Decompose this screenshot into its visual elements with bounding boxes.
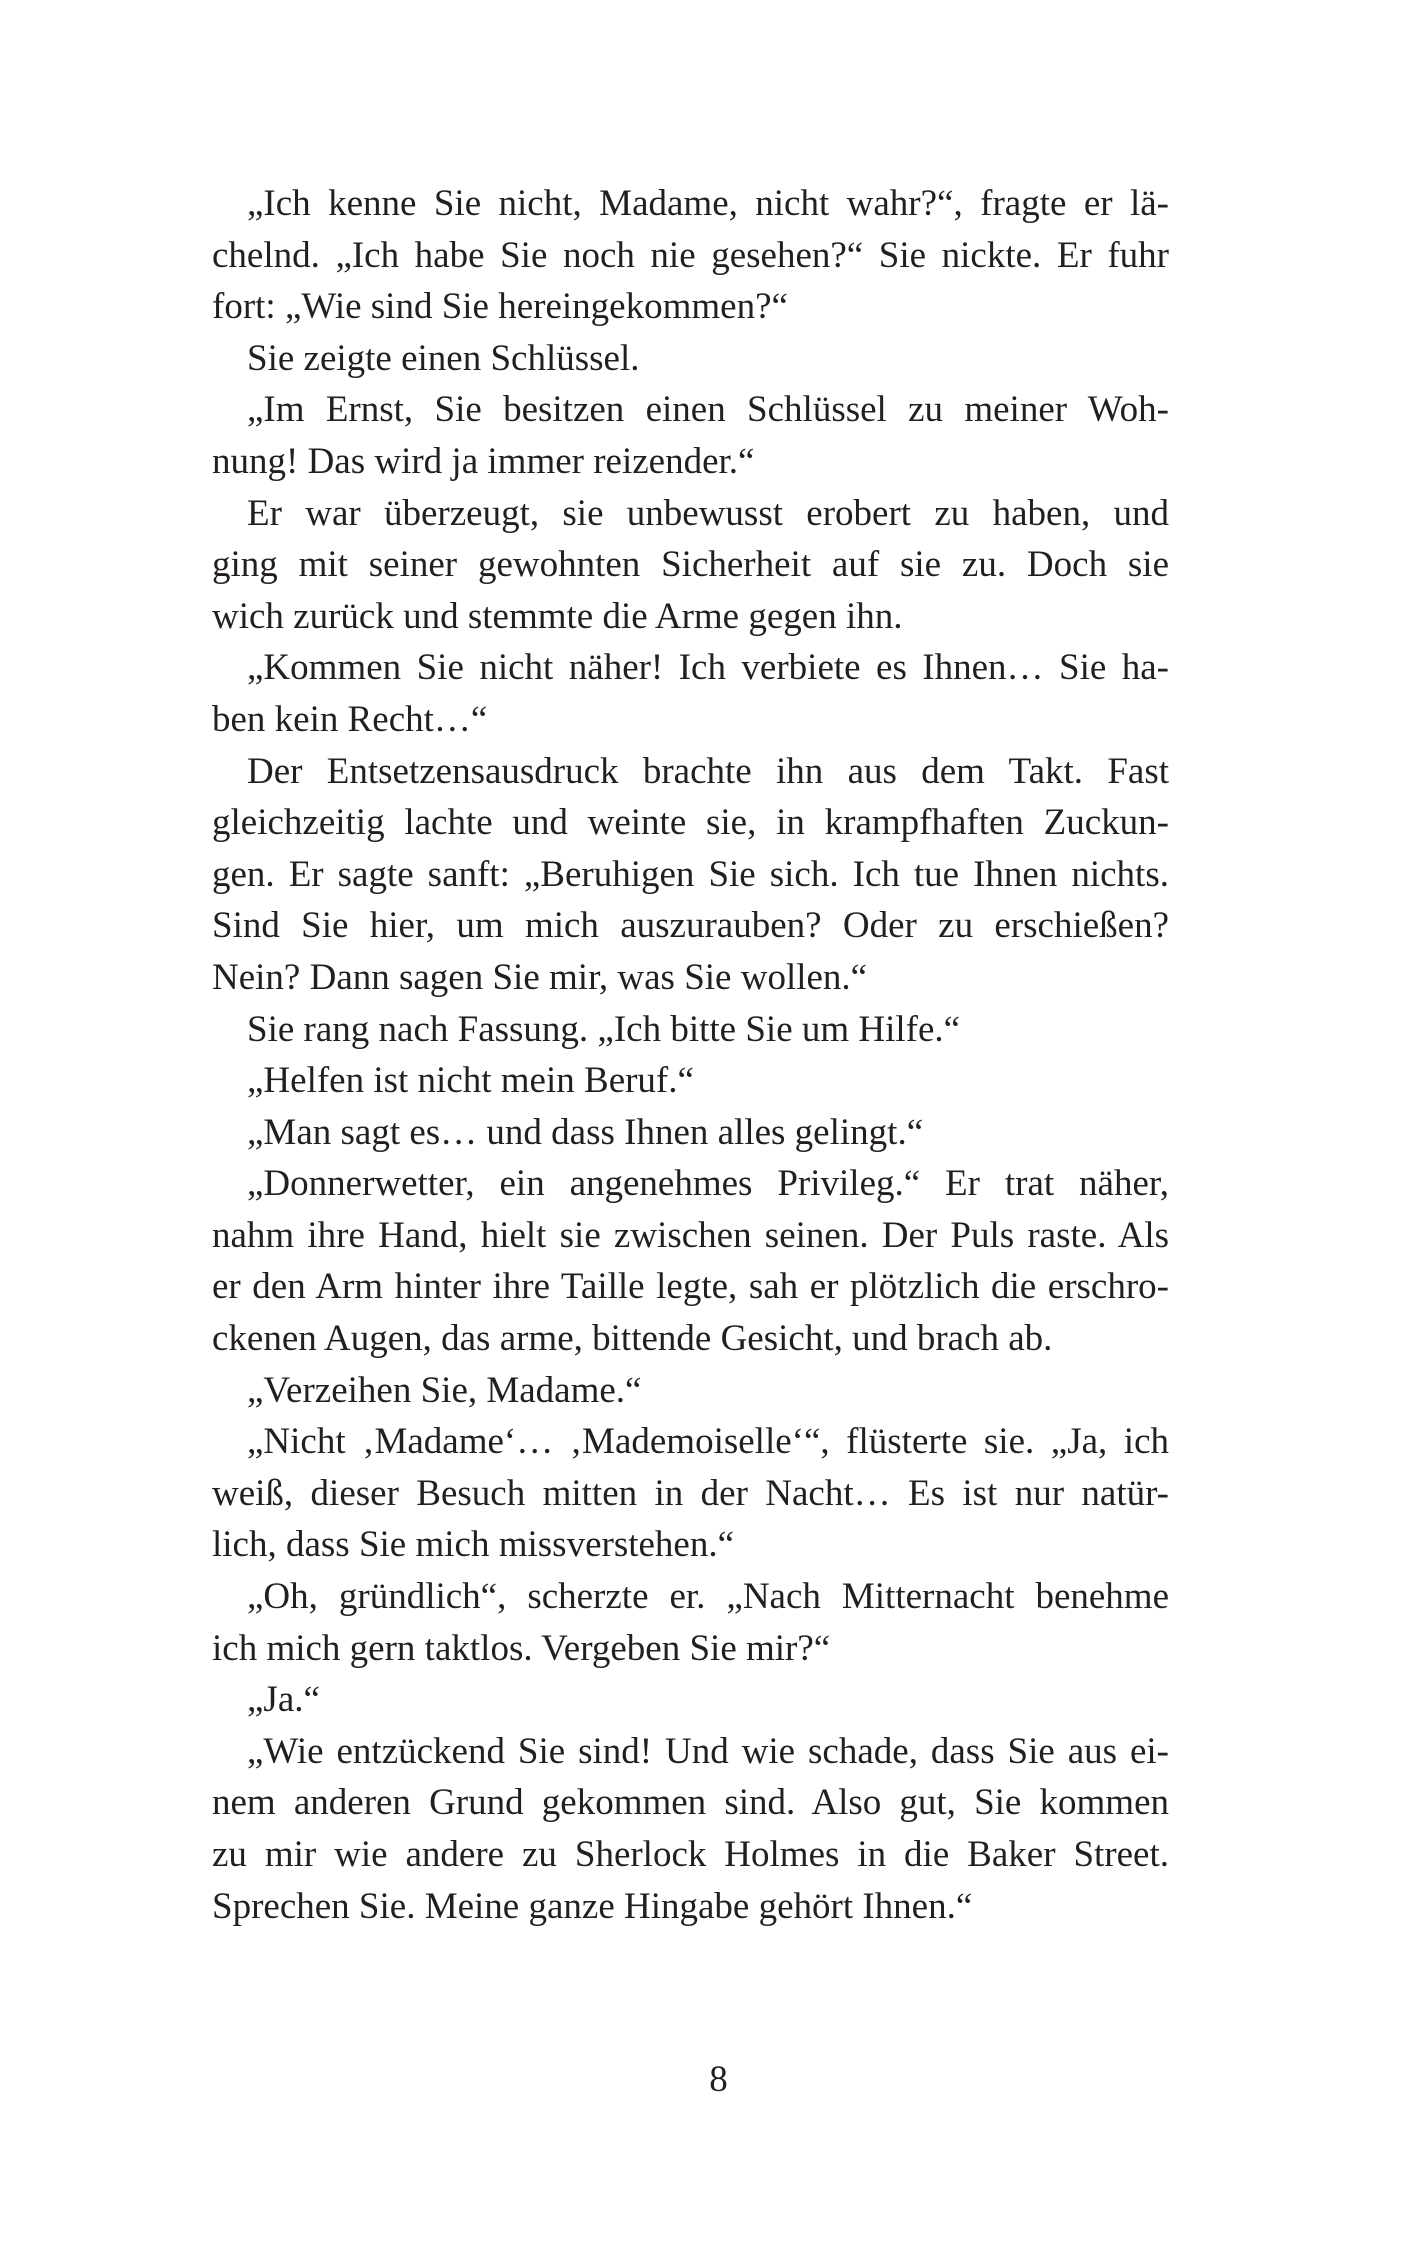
- text-line: ging mit seiner gewohnten Sicherheit auf sie zu. Doch sie: [212, 544, 1169, 586]
- text-line: „Ich kenne Sie nicht, Madame, nicht wahr?“, fragte er lä-: [247, 183, 1169, 224]
- text-line: „Donnerwetter, ein angenehmes Privileg.“ Er trat näher,: [247, 1163, 1169, 1205]
- text-line: Er war überzeugt, sie unbewusst erobert zu haben, und: [247, 492, 1169, 534]
- text-line: ich mich gern taktlos. Vergeben Sie mir?“: [212, 1627, 831, 1669]
- page-number: 8: [709, 2059, 728, 2100]
- text-line: „Helfen ist nicht mein Beruf.“: [247, 1060, 694, 1102]
- text-line: gleichzeitig lachte und weinte sie, in krampfhaften Zuckun-: [212, 802, 1169, 844]
- text-line: „Im Ernst, Sie besitzen einen Schlüssel zu meiner Woh-: [247, 389, 1169, 431]
- text-line: „Man sagt es… und dass Ihnen alles gelingt.“: [247, 1111, 924, 1153]
- text-line: lich, dass Sie mich missverstehen.“: [212, 1524, 735, 1566]
- text-line: weiß, dieser Besuch mitten in der Nacht… Es ist nur natür-: [212, 1472, 1169, 1514]
- text-line: „Kommen Sie nicht näher! Ich verbiete es Ihnen… Sie ha-: [247, 647, 1169, 689]
- text-line: chelnd. „Ich habe Sie noch nie gesehen?“ Sie nickte. Er fuhr: [212, 234, 1169, 276]
- body-text: [212, 178, 1169, 1932]
- text-line: nem anderen Grund gekommen sind. Also gut, Sie kommen: [212, 1782, 1169, 1824]
- text-line: „Nicht ‚Madame‘… ‚Mademoiselle‘“, flüsterte sie. „Ja, ich: [247, 1421, 1169, 1463]
- text-line: Sprechen Sie. Meine ganze Hingabe gehört Ihnen.“: [212, 1885, 973, 1927]
- text-line: Sind Sie hier, um mich auszurauben? Oder zu erschießen?: [212, 905, 1169, 947]
- text-line: Der Entsetzensausdruck brachte ihn aus dem Takt. Fast: [247, 750, 1169, 792]
- text-line: gen. Er sagte sanft: „Beruhigen Sie sich. Ich tue Ihnen nichts.: [212, 853, 1169, 895]
- text-line: zu mir wie andere zu Sherlock Holmes in die Baker Street.: [212, 1834, 1169, 1875]
- text-line: Sie rang nach Fassung. „Ich bitte Sie um Hilfe.“: [247, 1008, 961, 1050]
- text-line: er den Arm hinter ihre Taille legte, sah er plötzlich die erschro-: [212, 1266, 1169, 1308]
- text-line: Nein? Dann sagen Sie mir, was Sie wollen.“: [212, 956, 868, 998]
- text-line: ben kein Recht…“: [212, 698, 488, 740]
- text-line: „Verzeihen Sie, Madame.“: [247, 1369, 642, 1411]
- text-line: wich zurück und stemmte die Arme gegen ihn.: [212, 595, 903, 637]
- text-line: fort: „Wie sind Sie hereingekommen?“: [212, 286, 788, 328]
- text-line: ckenen Augen, das arme, bittende Gesicht, und brach ab.: [212, 1318, 1053, 1360]
- text-line: Sie zeigte einen Schlüssel.: [247, 337, 640, 379]
- text-line: „Oh, gründlich“, scherzte er. „Nach Mitternacht benehme: [247, 1576, 1169, 1618]
- text-line: „Wie entzückend Sie sind! Und wie schade, dass Sie aus ei-: [247, 1730, 1169, 1772]
- text-line: „Ja.“: [247, 1679, 320, 1721]
- text-line: nahm ihre Hand, hielt sie zwischen seinen. Der Puls raste. Als: [212, 1214, 1169, 1256]
- text-line: nung! Das wird ja immer reizender.“: [212, 440, 755, 482]
